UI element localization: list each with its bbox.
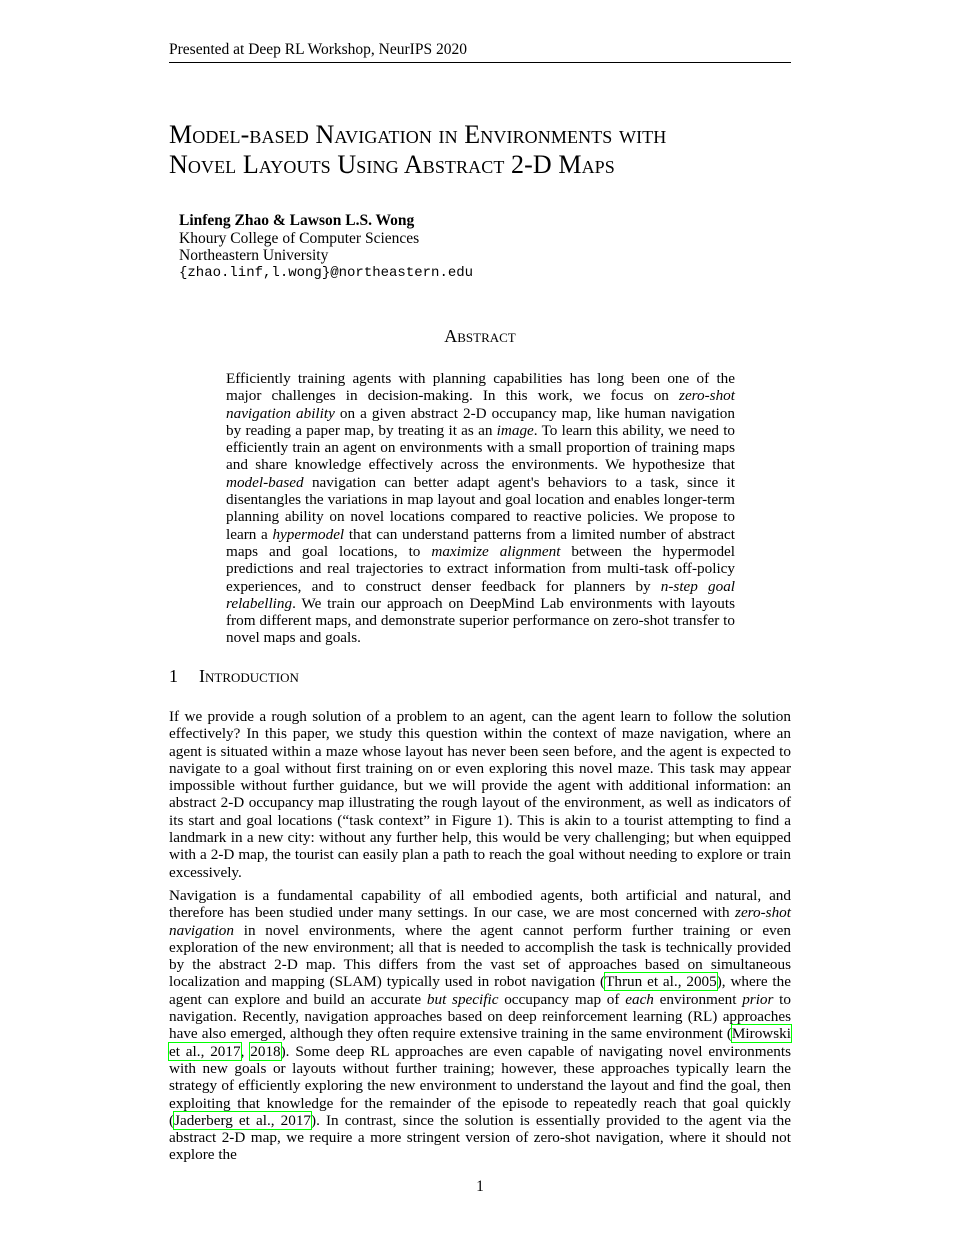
- abstract-body: [226, 370, 735, 647]
- paragraph-text: ). In contrast, since the solution is essentially provided to the agent via the abstract 2-D map, we require a more stringent version of zero-shot navigation, where it should not explore the: [169, 1111, 791, 1164]
- paragraph-emphasis: prior: [742, 990, 774, 1008]
- section-title: Introduction: [199, 666, 299, 686]
- author-affiliation: Khoury College of Computer Sciences: [179, 229, 420, 247]
- paragraph-text: occupancy map of: [498, 990, 626, 1008]
- abstract-text: between the hypermodel predictions and real trajectories to extract information from multi-task off-policy experiences, and to construct denser feedback for planners by: [226, 542, 736, 595]
- citation-link[interactable]: Mirowski et al., 2017: [169, 1025, 791, 1060]
- introduction-body: [169, 708, 791, 1170]
- citation-link[interactable]: 2018: [250, 1042, 281, 1060]
- running-header: Presented at Deep RL Workshop, NeurIPS 2020: [169, 40, 791, 63]
- paragraph-text: ,: [240, 1042, 251, 1060]
- page-number: 1: [476, 1178, 484, 1195]
- abstract-text: on a given abstract 2-D occupancy map, like human navigation by reading a paper map, by treating it as an: [226, 404, 735, 439]
- abstract-text: Efficiently training agents with planning capabilities has long been one of the major challenges in decision-making. In this work, we focus on: [226, 370, 735, 405]
- author-university: Northeastern University: [179, 247, 329, 264]
- paragraph-text: in novel environments, where the agent cannot perform further training or even exploration of the new environment; all that is needed to accomplish the task is technically provided by the abstract 2-D map. This differs from the vast set of approaches based on simultaneous localization and mapping (SLAM) typically used in robot navigation (: [169, 921, 791, 991]
- citation-link[interactable]: Jaderberg et al., 2017: [174, 1111, 312, 1129]
- paragraph-text: ), where the agent can explore and build an accurate: [169, 973, 791, 1008]
- abstract-heading: Abstract: [444, 326, 516, 346]
- title-line-1: Model-based Navigation in Environments with: [169, 120, 667, 149]
- paragraph-1: If we provide a rough solution of a problem to an agent, can the agent learn to follow the solution effectively? In this paper, we study this question within the context of maze navigation, where an agent is situated within a maze whose layout has never been seen before, and the agent is expected to navigate to a goal without first training on or even exploring this novel maze. This task may appear impossible without further guidance, but we will provide the agent with additional information: an abstract 2-D occupancy map illustrating the rough layout of the environment, as well as indicators of its start and goal locations (“task context” in Figure 1). This is akin to a tourist attempting to find a landmark in a new city: without any further help, this would be very challenging; but when equipped with a 2-D map, the tourist can easily plan a path to reach the goal without needing to explore or train excessively.: [169, 708, 791, 881]
- paragraph-text: ). Some deep RL approaches are even capable of navigating novel environments with new goals or layouts without further training; however, these approaches typically learn the strategy of efficiently exploring the new environment to understand the layout and find the goal, then exploiting that knowledge for the remainder of the episode to repeatedly reach that goal quickly (: [169, 1042, 792, 1129]
- paragraph-2: [169, 887, 791, 1164]
- abstract-emphasis: maximize alignment: [431, 542, 561, 560]
- abstract-text: . To learn this ability, we need to efficiently train an agent on environments with a small proportion of training maps and share knowledge effectively across the environments. We hypothesize that: [226, 421, 736, 474]
- section-heading: [169, 666, 299, 687]
- title-line-2: Novel Layouts Using Abstract 2-D Maps: [169, 150, 615, 179]
- paragraph-text: environment: [653, 990, 743, 1008]
- abstract-text: . We train our approach on DeepMind Lab environments with layouts from different maps, and demonstrate superior performance on zero-shot transfer to novel maps and goals.: [226, 594, 735, 647]
- paragraph-emphasis: zero-shot navigation: [169, 904, 791, 939]
- abstract-emphasis: n-step goal relabelling: [226, 577, 736, 612]
- section-number: 1: [169, 666, 178, 686]
- abstract-text: navigation can better adapt agent's behaviors to a task, since it disentangles the variations in map layout and goal location and enables longer-term planning ability on novel locations compared to reactive policies. We propose to learn a: [226, 473, 735, 543]
- abstract-emphasis: model-based: [226, 473, 304, 491]
- abstract-emphasis: hypermodel: [272, 525, 345, 543]
- author-block: [179, 212, 473, 282]
- paragraph-emphasis: but specific: [426, 990, 499, 1008]
- author-email[interactable]: {zhao.linf,l.wong}@northeastern.edu: [179, 264, 474, 281]
- abstract-text: that can understand patterns from a limited number of abstract maps and goal locations, to: [226, 525, 736, 560]
- abstract-emphasis: image: [496, 421, 534, 439]
- abstract-emphasis: zero-shot navigation ability: [226, 387, 735, 422]
- author-names: Linfeng Zhao & Lawson L.S. Wong: [179, 212, 415, 229]
- paper-title: [169, 120, 809, 180]
- paragraph-emphasis: each: [625, 990, 654, 1008]
- citation-link[interactable]: Thrun et al., 2005: [605, 973, 717, 991]
- paragraph-text: to navigation. Recently, navigation approaches based on deep reinforcement learning (RL) approaches have also emerged, although they often require extensive training in the same environment (: [169, 990, 791, 1043]
- paragraph-text: Navigation is a fundamental capability of all embodied agents, both artificial and natural, and therefore has been studied under many settings. In our case, we are most concerned with: [169, 886, 791, 922]
